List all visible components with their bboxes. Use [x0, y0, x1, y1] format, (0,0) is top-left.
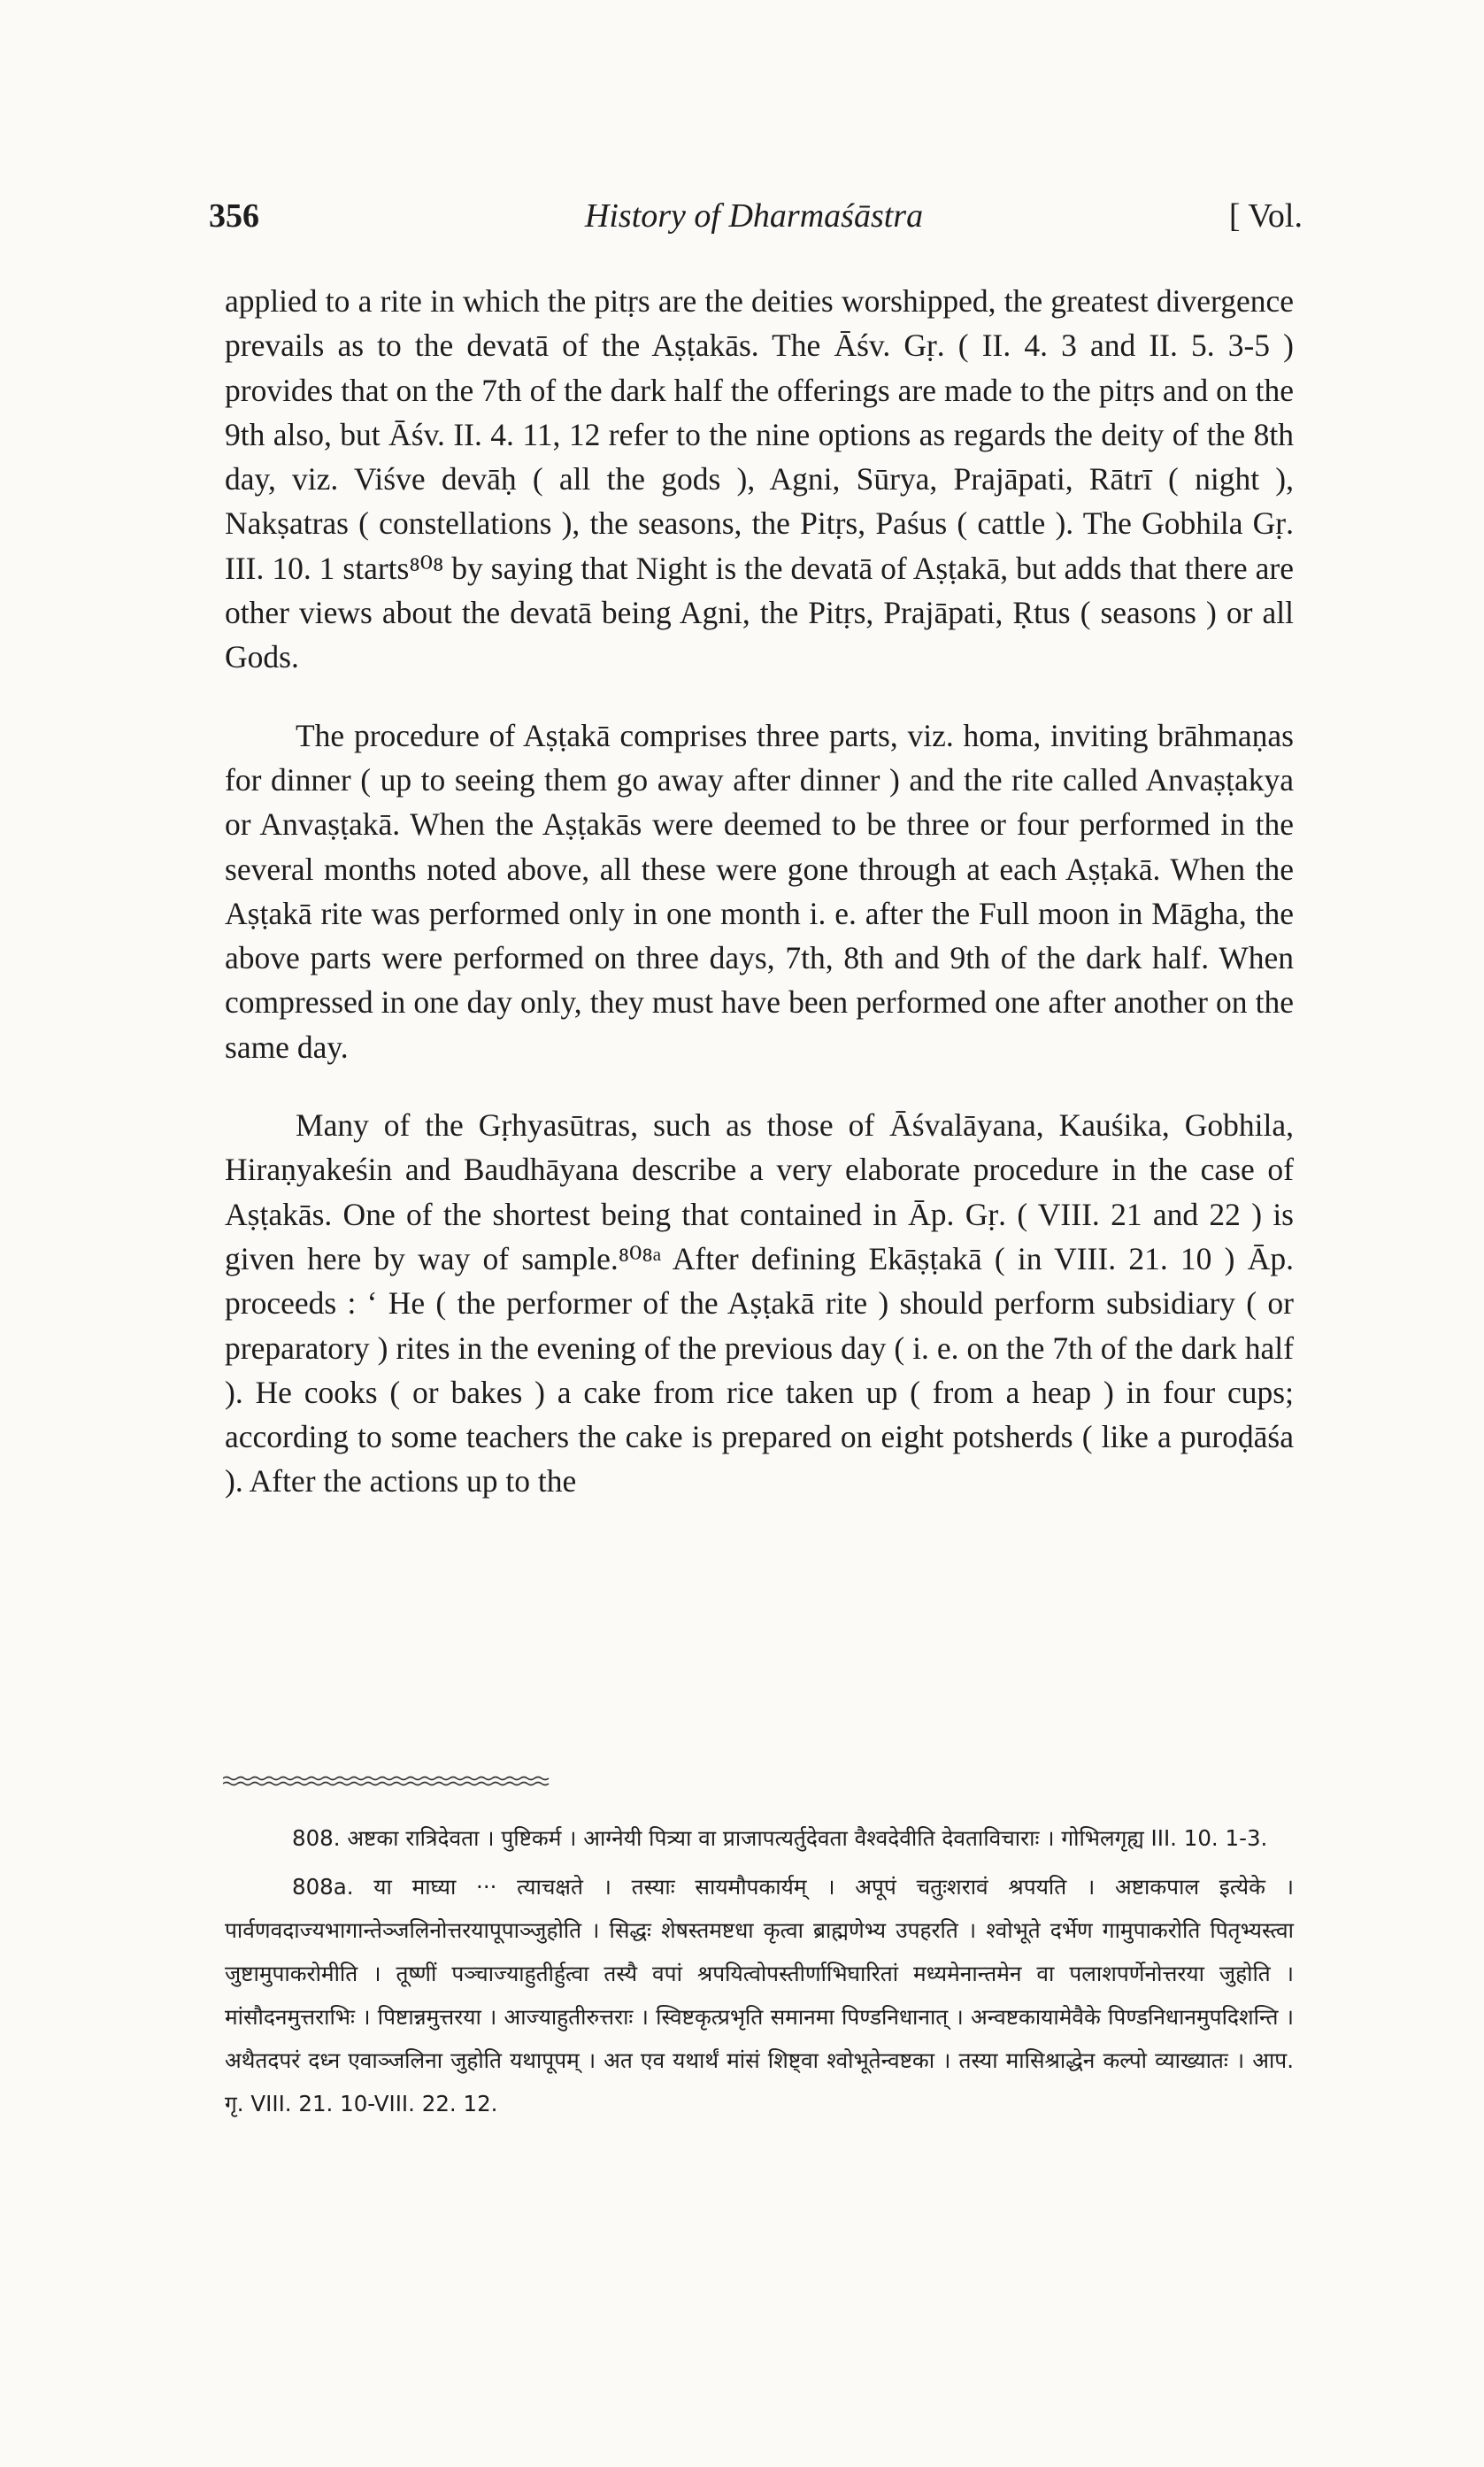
footnote-808a: 808a. या माघ्या ··· त्याचक्षते । तस्याः सायमौपकार्यम् । अपूपं चतुःशरावं श्रपयति । अष्टाकपाल इत्येके । पार्वणवदाज्यभागान्तेञ्जलिनोत्तरयापूपाञ्जुहोति । सिद्धः शेषस्तमष्टधा कृत्वा ब्राह्मणेभ्य उपहरति । श्वोभूते दर्भेण गामुपाकरोति पितृभ्यस्त्वा जुष्टामुपाकरोमीति । तूष्णीं पञ्चाज्याहुतीर्हुत्वा तस्यै वपां श्रपयित्वोपस्तीर्णाभिघारितां मध्यमेनान्तमेन वा पलाशपर्णेनोत्तरया जुहोति । मांसौदनमुत्तराभिः । पिष्टान्नमुत्तरया । आज्याहुतीरुत्तराः । स्विष्टकृत्प्रभृति समानमा पिण्डनिधानात् । अन्वष्टकायामेवैके पिण्डनिधानमुपदिशन्ति । अथैतदपरं दध्न एवाञ्जलिना जुहोति यथापूपम् । अत एव यथार्थं मांसं शिष्ट्वा श्वोभूतेन्वष्टका । तस्या मासिश्राद्धेन कल्पो व्याख्यातः । आप. गृ. VIII. 21. 10-VIII. 22. 12. [225, 1874, 1294, 2116]
page-number: 356 [209, 197, 259, 235]
running-header [205, 193, 1303, 246]
paragraph-2: The procedure of Aṣṭakā comprises three parts, viz. homa, inviting brāhmaṇas for dinner ( up to seeing them go away after dinner ) and the rite called Anvaṣṭakya or Anvaṣṭakā. When the Aṣṭakās were deemed to be three or four performed in the several months noted above, all these were gone through at each Aṣṭakā. When the Aṣṭakā rite was performed only in one month i. e. after the Full moon in Māgha, the above parts were performed on three days, 7th, 8th and 9th of the dark half. When compressed in one day only, they must have been performed one after another on the same day. [225, 717, 1294, 1065]
footnote-separator [223, 1775, 550, 1787]
paragraph-3: Many of the Gṛhyasūtras, such as those of Āśvalāyana, Kauśika, Gobhila, Hiraṇyakeśin and Baudhāyana describe a very elaborate procedure in the case of Aṣṭakās. One of the shortest being that contained in Āp. Gṛ. ( VIII. 21 and 22 ) is given here by way of sample.⁸⁰⁸ᵃ After defining Ekāṣṭakā ( in VIII. 21. 10 ) Āp. proceeds : ‘ He ( the performer of the Aṣṭakā rite ) should perform subsidiary ( or preparatory ) rites in the evening of the previous day ( i. e. on the 7th of the dark half ). He cooks ( or bakes ) a cake from rice taken up ( from a heap ) in four cups; according to some teachers the cake is prepared on eight potsherds ( like a puroḍāśa ). After the actions up to the [225, 1107, 1294, 1499]
footnotes [225, 1816, 1294, 2131]
volume-marker: [ Vol. [1228, 197, 1303, 235]
main-text [225, 279, 1294, 1504]
paragraph-1: applied to a rite in which the pitṛs are the deities worshipped, the greatest divergence prevails as to the devatā of the Aṣṭakās. The Āśv. Gṛ. ( II. 4. 3 and II. 5. 3-5 ) provides that on the 7th of the dark half the offerings are made to the pitṛs and on the 9th also, but Āśv. II. 4. 11, 12 refer to the nine options as regards the deity of the 8th day, viz. Viśve devāḥ ( all the gods ), Agni, Sūrya, Prajāpati, Rātrī ( night ), Nakṣatras ( constellations ), the seasons, the Pitṛs, Paśus ( cattle ). The Gobhila Gṛ. III. 10. 1 starts⁸⁰⁸ by saying that Night is the devatā of Aṣṭakā, but adds that there are other views about the devatā being Agni, the Pitṛs, Prajāpati, Ṛtus ( seasons ) or all Gods. [225, 283, 1294, 675]
book-title: History of Dharmaśāstra [584, 197, 924, 235]
footnote-808: 808. अष्टका रात्रिदेवता । पुष्टिकर्म । आग्नेयी पित्र्या वा प्राजापत्यर्तुदेवता वैश्वदेवीति देवताविचाराः । गोभिलगृह्य III. 10. 1-3. [292, 1825, 1268, 1851]
